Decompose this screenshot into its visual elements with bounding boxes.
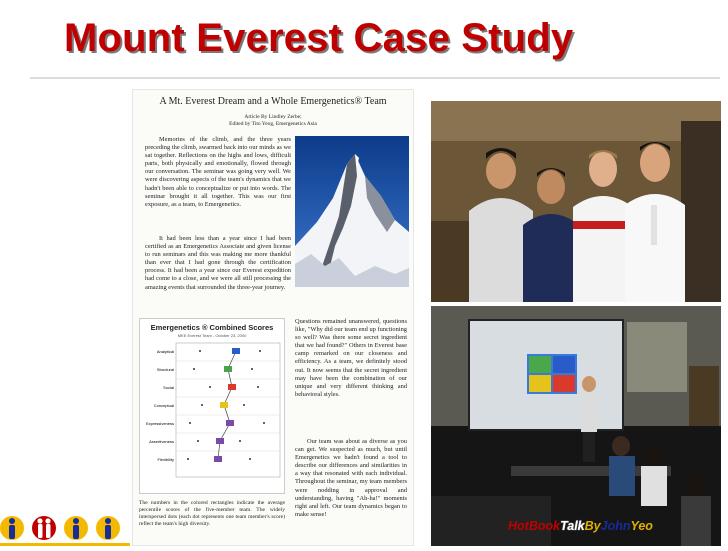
chart-row-label: Assertiveness (149, 439, 174, 444)
emergenetics-chart (139, 318, 285, 494)
article-paragraph-3: Questions remained unanswered, questions like, "Why did our team end up functioning so well? Was there some secret ingredient that we had found?" Others in Everest base camp remarked on our closeness and efficiency. As a team, we definitely stood out. It now seems that the secret ingredient may have been the combination of our unique and very different thinking and behavioral styles. (295, 318, 407, 398)
brand-yeo: Yeo (630, 519, 653, 533)
chart-row-label: Expressiveness (145, 421, 174, 426)
chart-row-label: Conceptual (153, 403, 174, 408)
brand-talk: Talk (560, 519, 585, 533)
chart-caption: The numbers in the colored rectangles indicate the average percentile scores of the five-member team. The widely interspersed dots (each dot represents one team member's score) reflect the team's high diversity. (139, 500, 285, 527)
brand-logo-text (508, 519, 653, 533)
article-scan-image (132, 89, 414, 546)
chart-row-label: Analytical (156, 349, 174, 354)
title-divider (30, 77, 720, 79)
chart-subtitle: MEE Everest Team - October 23, 2000 (177, 333, 247, 338)
slide-title: Mount Everest Case Study (64, 16, 574, 60)
article-byline (133, 114, 413, 128)
family-icon (32, 516, 56, 540)
article-paragraph-1: Memories of the climb, and the three years preceding the climb, swarmed back into our minds as we sat together. Reflections on the highs and lows, difficult parts, both physically and emotionally, flowed through our conversation. The seminar was going very well. We were discovering aspects of the team's dynamics that we hadn't been able to conceptualize or put into words. The seminar brought it all together. This was our first exposure, as a team, to Emergenetics. (145, 136, 291, 208)
people-icons-logo (0, 510, 130, 546)
child-icon (64, 516, 88, 540)
article-paragraph-2: It had been less than a year since I had been certified as an Emergenetics Associate and given license to run seminars and this was making me more thankful than ever that I had gone through the certification process. It had been a year since our Everest expedition had come to a close, and we were all still processing the amazing events that surrounded the three-year journey. (145, 235, 291, 291)
chart-row-label: Social (163, 385, 174, 390)
chart-plot (140, 319, 286, 495)
seminar-room-photo (431, 306, 721, 546)
brand-book: Book (528, 519, 561, 533)
brand-hot: Hot (508, 519, 529, 533)
article-paragraph-4: Our team was about as diverse as you can get. We suspected as much, but until Emergenetics we hadn't found a tool to describe our differences and similarities in a way that resonated with each individual. Throughout the seminar, my team members were nodding in approval and understanding, having "Ah-ha!" moments right and left. Our team dynamics began to make sense! (295, 438, 407, 518)
person-icon (0, 516, 24, 540)
brand-by: By (584, 519, 601, 533)
team-group-photo (431, 101, 721, 302)
person-icon (96, 516, 120, 540)
article-heading: A Mt. Everest Dream and a Whole Emergenetics® Team (159, 96, 387, 107)
brand-john: John (600, 519, 631, 533)
article-editor: Edited by Tito Yeog, Emergenetics Asia (229, 121, 317, 127)
chart-row-label: Structural (156, 367, 174, 372)
chart-row-label: Flexibility (157, 457, 174, 462)
article-author: Article By Lindley Zerbe; (244, 114, 302, 120)
chart-title: Emergenetics ® Combined Scores (150, 323, 274, 332)
everest-mountain-photo (295, 136, 409, 287)
